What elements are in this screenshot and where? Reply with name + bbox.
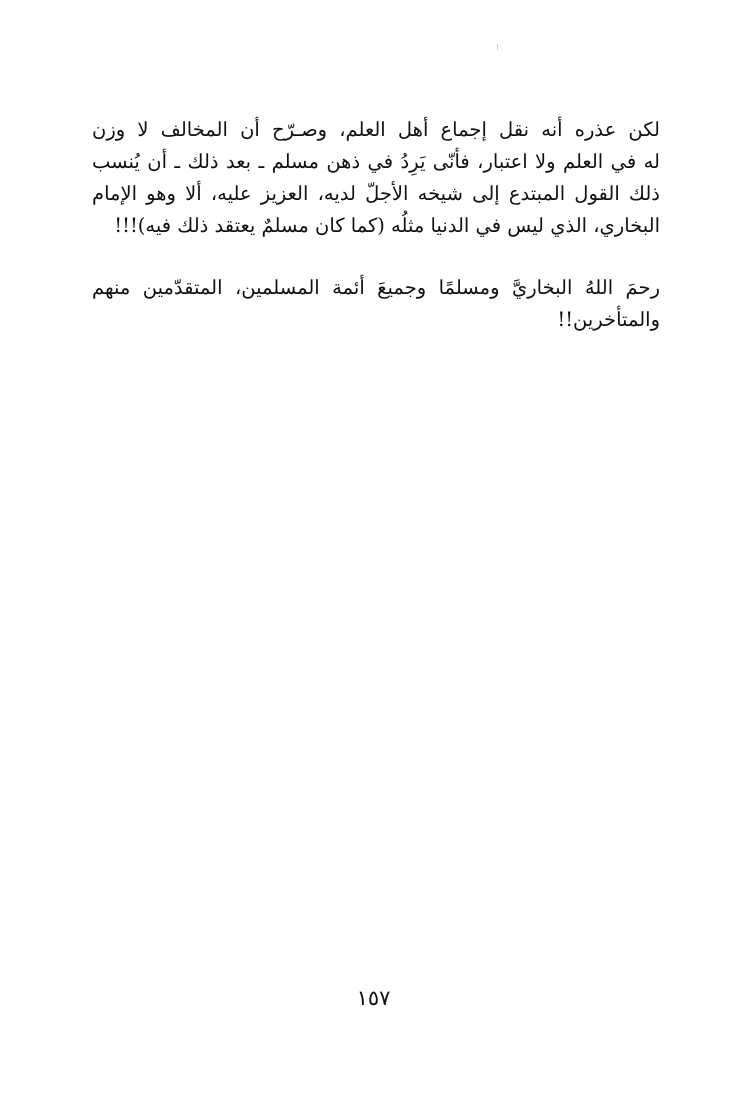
paragraph-1-line-4: البخاري، الذي ليس في الدنيا مثلُه (كما كان مسلمٌ يعتقد ذلك فيه)!!! xyxy=(114,214,660,237)
paragraph-1 xyxy=(92,114,660,242)
paragraph-2 xyxy=(92,272,660,336)
paragraph-2-line-1: رحمَ اللهُ البخاريَّ ومسلمًا وجميعَ أئمة المسلمين، المتقدّمين منهم xyxy=(92,276,660,299)
paragraph-2-line-2: والمتأخرين!! xyxy=(557,308,660,331)
page-number: ١٥٧ xyxy=(356,986,391,1010)
paragraph-1-line-1: لكن عذره أنه نقل إجماع أهل العلم، وصـرّح أن المخالف لا وزن xyxy=(92,118,660,141)
paragraph-1-line-3: ذلك القول المبتدع إلى شيخه الأجلّ لديه، العزيز عليه، ألا وهو الإمام xyxy=(92,182,660,205)
scan-mark xyxy=(497,44,498,50)
paragraph-1-line-2: له في العلم ولا اعتبار، فأنّى يَرِدُ في ذهن مسلم ـ بعد ذلك ـ أن يُنسب xyxy=(92,150,660,173)
